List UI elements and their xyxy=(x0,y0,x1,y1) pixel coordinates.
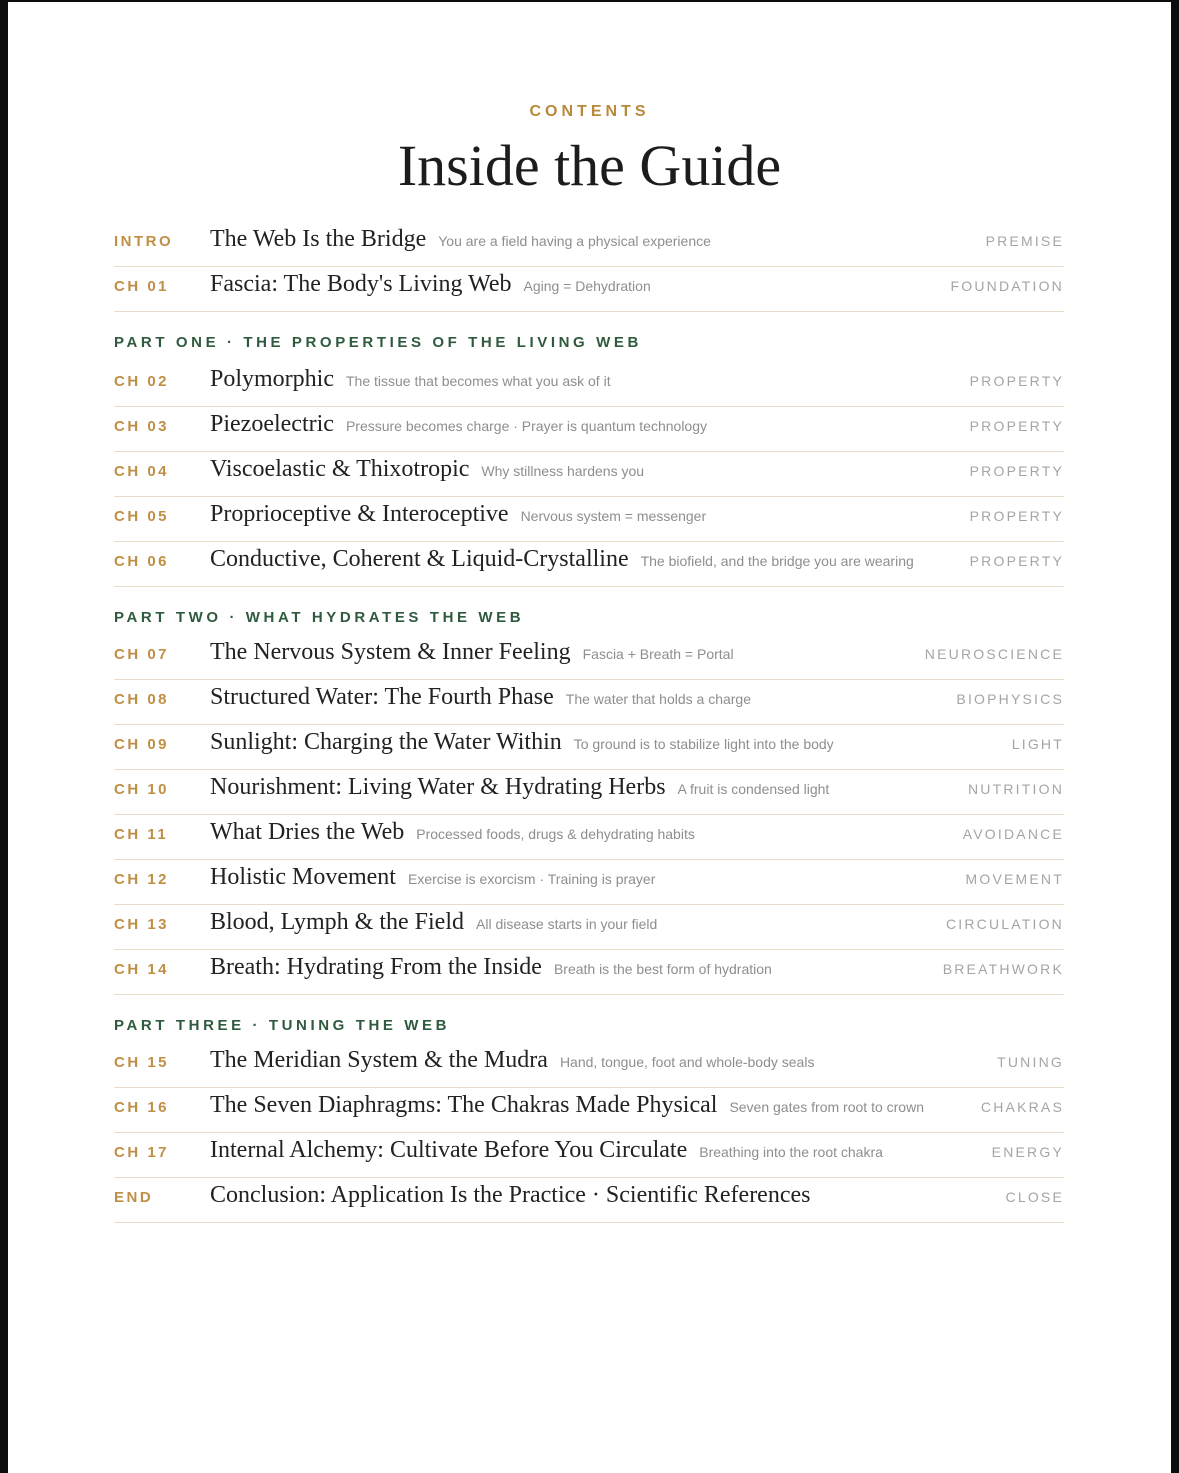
toc-row-ch11[interactable] xyxy=(114,817,1064,860)
chapter-subtitle: A fruit is condensed light xyxy=(677,781,830,797)
chapter-title: Sunlight: Charging the Water Within xyxy=(210,729,562,755)
chapter-number: CH 13 xyxy=(114,916,170,933)
chapter-title: Holistic Movement xyxy=(210,864,396,890)
chapter-number: CH 16 xyxy=(114,1099,170,1116)
chapter-subtitle: The tissue that becomes what you ask of it xyxy=(346,373,611,389)
chapter-title: Conductive, Coherent & Liquid-Crystalline xyxy=(210,546,629,572)
chapter-tag: NEUROSCIENCE xyxy=(924,646,1064,662)
chapter-tag: CLOSE xyxy=(1005,1189,1064,1205)
chapter-number: CH 07 xyxy=(114,646,170,663)
part-three-heading: PART THREE · TUNING THE WEB xyxy=(114,1017,451,1034)
chapter-tag: PROPERTY xyxy=(969,463,1064,479)
chapter-tag: PROPERTY xyxy=(969,508,1064,524)
toc-row-ch03[interactable] xyxy=(114,409,1064,452)
contents-page xyxy=(8,2,1171,1473)
toc-row-ch05[interactable] xyxy=(114,499,1064,542)
chapter-title: What Dries the Web xyxy=(210,819,405,845)
chapter-number: CH 08 xyxy=(114,691,170,708)
chapter-title: Nourishment: Living Water & Hydrating Herbs xyxy=(210,774,666,800)
chapter-title: Piezoelectric xyxy=(210,411,334,437)
chapter-title: The Web Is the Bridge xyxy=(210,226,427,252)
contents-eyebrow: CONTENTS xyxy=(529,103,650,120)
chapter-title: The Meridian System & the Mudra xyxy=(210,1047,548,1073)
chapter-tag: MOVEMENT xyxy=(965,871,1064,887)
toc-row-ch01[interactable] xyxy=(114,269,1064,312)
part-two-heading: PART TWO · WHAT HYDRATES THE WEB xyxy=(114,609,525,626)
chapter-title: Internal Alchemy: Cultivate Before You Circulate xyxy=(210,1137,688,1163)
chapter-subtitle: The water that holds a charge xyxy=(565,691,752,707)
chapter-subtitle: Processed foods, drugs & dehydrating habits xyxy=(416,826,695,842)
chapter-subtitle: Aging = Dehydration xyxy=(523,278,651,294)
chapter-number: CH 11 xyxy=(114,826,169,843)
chapter-subtitle: The biofield, and the bridge you are wearing xyxy=(640,553,914,569)
chapter-title: Proprioceptive & Interoceptive xyxy=(210,501,509,527)
toc-row-ch09[interactable] xyxy=(114,727,1064,770)
toc-row-ch14[interactable] xyxy=(114,952,1064,995)
chapter-tag: AVOIDANCE xyxy=(962,826,1064,842)
table-of-contents xyxy=(114,224,1064,1225)
toc-row-ch07[interactable] xyxy=(114,637,1064,680)
chapter-title: Breath: Hydrating From the Inside xyxy=(210,954,542,980)
chapter-number: CH 10 xyxy=(114,781,170,798)
chapter-subtitle: Seven gates from root to crown xyxy=(729,1099,924,1115)
chapter-tag: BREATHWORK xyxy=(942,961,1064,977)
chapter-subtitle: You are a field having a physical experience xyxy=(438,233,711,249)
chapter-title: Viscoelastic & Thixotropic xyxy=(210,456,470,482)
chapter-tag: CHAKRAS xyxy=(980,1099,1064,1115)
toc-row-ch10[interactable] xyxy=(114,772,1064,815)
chapter-title: The Nervous System & Inner Feeling xyxy=(210,639,571,665)
chapter-tag: PROPERTY xyxy=(969,373,1064,389)
chapter-number: CH 17 xyxy=(114,1144,170,1161)
chapter-title: Blood, Lymph & the Field xyxy=(210,909,465,935)
chapter-subtitle: Hand, tongue, foot and whole-body seals xyxy=(559,1054,815,1070)
page-title: Inside the Guide xyxy=(397,133,782,198)
toc-row-ch13[interactable] xyxy=(114,907,1064,950)
chapter-tag: ENERGY xyxy=(991,1144,1064,1160)
toc-row-intro[interactable] xyxy=(114,224,1064,267)
chapter-subtitle: Nervous system = messenger xyxy=(520,508,707,524)
chapter-tag: LIGHT xyxy=(1011,736,1064,752)
chapter-tag: BIOPHYSICS xyxy=(956,691,1064,707)
chapter-title: Structured Water: The Fourth Phase xyxy=(210,684,554,710)
chapter-subtitle: Breath is the best form of hydration xyxy=(553,961,772,977)
chapter-number: CH 15 xyxy=(114,1054,170,1071)
chapter-subtitle: Breathing into the root chakra xyxy=(699,1144,883,1160)
toc-row-ch04[interactable] xyxy=(114,454,1064,497)
chapter-number: CH 09 xyxy=(114,736,170,753)
toc-row-ch06[interactable] xyxy=(114,544,1064,587)
chapter-title: The Seven Diaphragms: The Chakras Made Physical xyxy=(210,1092,718,1118)
toc-row-end[interactable] xyxy=(114,1180,1064,1223)
chapter-title: Conclusion: Application Is the Practice · Scientific References xyxy=(210,1182,811,1208)
toc-row-ch12[interactable] xyxy=(114,862,1064,905)
chapter-number: CH 02 xyxy=(114,373,170,390)
chapter-number: CH 01 xyxy=(114,278,170,295)
toc-row-ch08[interactable] xyxy=(114,682,1064,725)
chapter-number: INTRO xyxy=(114,233,174,250)
toc-row-ch02[interactable] xyxy=(114,364,1064,407)
chapter-tag: PROPERTY xyxy=(969,418,1064,434)
chapter-subtitle: Fascia + Breath = Portal xyxy=(582,646,734,662)
chapter-number: CH 04 xyxy=(114,463,170,480)
chapter-number: CH 05 xyxy=(114,508,170,525)
toc-row-ch16[interactable] xyxy=(114,1090,1064,1133)
chapter-title: Fascia: The Body's Living Web xyxy=(210,271,512,297)
chapter-number: CH 14 xyxy=(114,961,170,978)
chapter-subtitle: All disease starts in your field xyxy=(476,916,658,932)
chapter-tag: CIRCULATION xyxy=(945,916,1064,932)
chapter-tag: TUNING xyxy=(997,1054,1064,1070)
chapter-number: END xyxy=(114,1189,154,1206)
chapter-number: CH 12 xyxy=(114,871,170,888)
chapter-tag: FOUNDATION xyxy=(950,278,1064,294)
chapter-tag: NUTRITION xyxy=(967,781,1064,797)
chapter-tag: PREMISE xyxy=(985,233,1064,249)
chapter-number: CH 06 xyxy=(114,553,170,570)
chapter-title: Polymorphic xyxy=(210,366,334,392)
chapter-subtitle: To ground is to stabilize light into the body xyxy=(573,736,834,752)
toc-row-ch17[interactable] xyxy=(114,1135,1064,1178)
toc-row-ch15[interactable] xyxy=(114,1045,1064,1088)
chapter-number: CH 03 xyxy=(114,418,170,435)
chapter-subtitle: Why stillness hardens you xyxy=(481,463,645,479)
part-one-heading: PART ONE · THE PROPERTIES OF THE LIVING WEB xyxy=(114,334,642,351)
chapter-subtitle: Exercise is exorcism · Training is prayer xyxy=(407,871,656,887)
chapter-tag: PROPERTY xyxy=(969,553,1064,569)
chapter-subtitle: Pressure becomes charge · Prayer is quantum technology xyxy=(345,418,708,434)
